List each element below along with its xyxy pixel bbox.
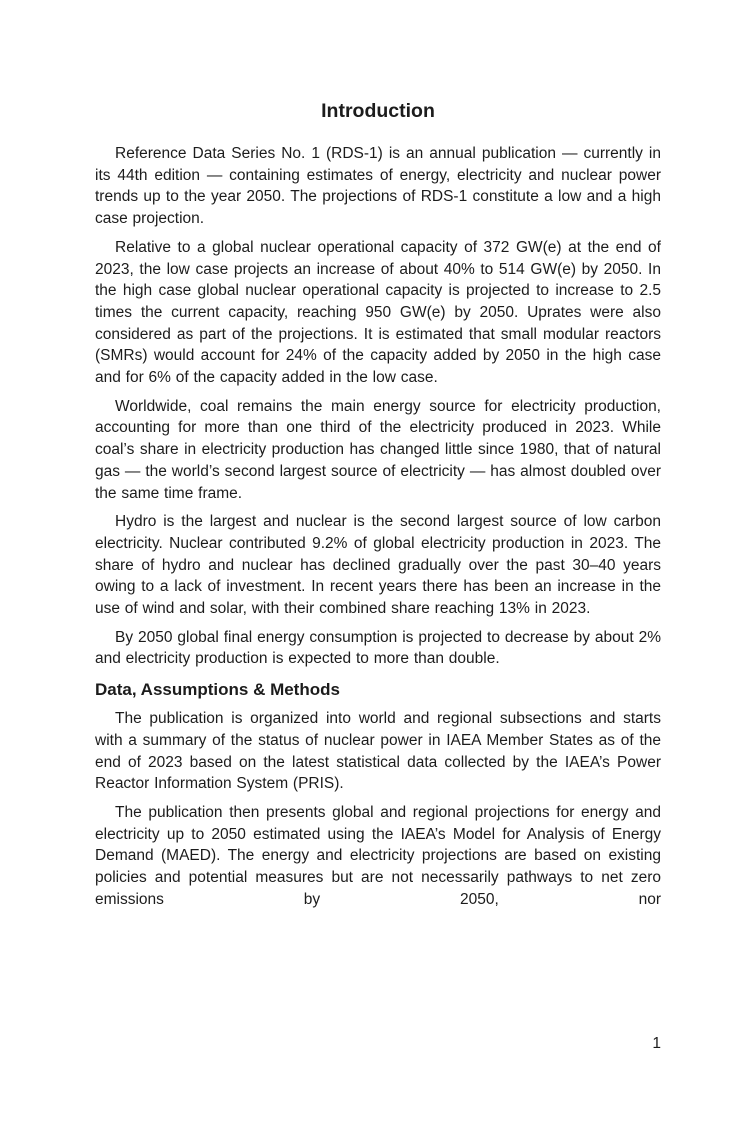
intro-paragraph-2: Relative to a global nuclear operational capacity of 372 GW(e) at the end of 2023, the low case projects an increase of about 40% to 514 GW(e) by 2050. In the high case global nuclear operational capacity is projected to increase to 2.5 times the current capacity, reaching 950 GW(e) by 2050. Uprates were also considered as part of the projections. It is estimated that small modular reactors (SMRs) would account for 24% of the capacity added by 2050 in the high case and for 6% of the capacity added in the low case.: [95, 238, 661, 387]
page-title: Introduction: [321, 100, 435, 122]
section-paragraph-1: The publication is organized into world and regional subsections and starts with a summary of the status of nuclear power in IAEA Member States as of the end of 2023 based on the latest statistical data collected by the IAEA’s Power Reactor Information System (PRIS).: [95, 710, 661, 793]
intro-paragraph-5: By 2050 global final energy consumption is projected to decrease by about 2% and electricity production is expected to more than double.: [95, 628, 661, 668]
page-number: 1: [652, 1035, 661, 1052]
section-paragraph-2: The publication then presents global and regional projections for energy and electricity up to 2050 estimated using the IAEA’s Model for Analysis of Energy Demand (MAED). The energy and electricity projections are based on existing policies and potential measures but are not necessarily pathways to net zero emissions by 2050, nor: [95, 803, 661, 908]
section-heading-data-assumptions-methods: Data, Assumptions & Methods: [95, 680, 340, 700]
intro-paragraph-1: Reference Data Series No. 1 (RDS-1) is an annual publication — currently in its 44th edition — containing estimates of energy, electricity and nuclear power trends up to the year 2050. The projections of RDS-1 constitute a low and a high case projection.: [95, 145, 661, 228]
intro-paragraph-3: Worldwide, coal remains the main energy source for electricity production, accounting for more than one third of the electricity produced in 2023. While coal’s share in electricity production has changed little since 1980, that of natural gas — the world’s second largest source of electricity — has almost doubled over the same time frame.: [95, 397, 661, 502]
intro-paragraph-4: Hydro is the largest and nuclear is the second largest source of low carbon electricity. Nuclear contributed 9.2% of global electricity production in 2023. The share of hydro and nuclear has declined gradually over the past 30–40 years owing to a lack of investment. In recent years there has been an increase in the use of wind and solar, with their combined share reaching 13% in 2023.: [95, 513, 661, 618]
